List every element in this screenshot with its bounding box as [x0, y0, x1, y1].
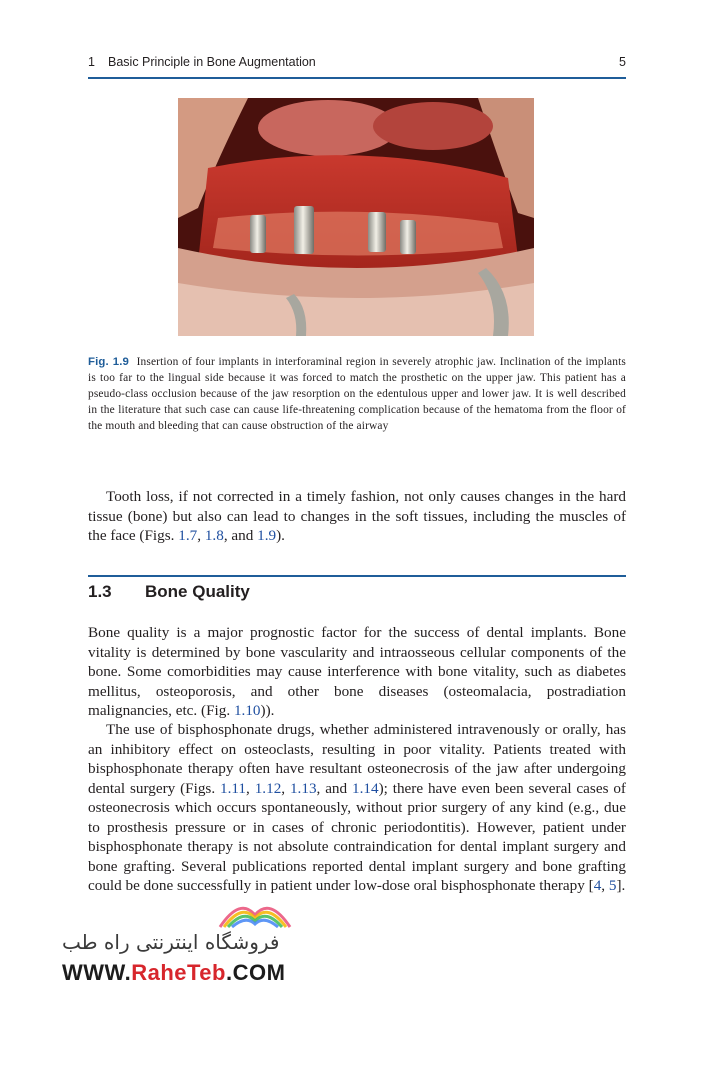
running-header [88, 55, 626, 75]
figure-link[interactable]: 1.13 [289, 779, 317, 797]
figure-link[interactable]: 1.12 [254, 779, 282, 797]
figure-label: Fig. 1.9 [88, 356, 130, 368]
section-number: 1.3 [88, 582, 112, 601]
section-title: Bone Quality [145, 582, 250, 601]
paragraph-bisphosphonate: The use of bisphosphonate drugs, whether administered intravenously or orally, has an inhibitory effect on osteoclasts, resulting in poor vitality. Patients treated with bisphosphonate therapy often have resultant osteonecrosis of the jaw after undergoing dental surgery (Figs. 1.11, 1.12, 1.13, and 1.14); there have even been several cases of osteonecrosis which occurs spontaneously, without prior surgery of any kind (e.g., due to prosthesis pressure or in cases of chronic periodontitis). However, patient under bisphosphonate therapy is not absolute contraindication for dental implant surgery and bone grafting. Several publications reported dental implant surgery and bone grafting could be done successfully in patient under low-dose oral bisphosphonate therapy [4, 5]. [88, 721, 626, 894]
figure-link[interactable]: 1.14 [352, 779, 379, 797]
figure-link[interactable]: 1.8 [204, 527, 224, 544]
watermark-url: WWW.RaheTeb.COM [62, 960, 286, 985]
citation-link[interactable]: 4 [593, 877, 602, 894]
chapter-number: 1 [88, 55, 95, 69]
section-rule [88, 575, 626, 577]
citation-link[interactable]: 5 [608, 877, 617, 894]
figure-caption [88, 354, 626, 434]
watermark-persian-text: فروشگاه اینترنتی راه طب [62, 930, 280, 954]
section-heading [88, 582, 626, 606]
figure-link[interactable]: 1.7 [178, 527, 198, 544]
figure-link[interactable]: 1.9 [257, 527, 277, 544]
figure-link[interactable]: 1.10 [233, 702, 261, 719]
figure-photo-implants [178, 98, 534, 336]
figure-link[interactable]: 1.11 [220, 779, 247, 797]
figure-caption-text: Insertion of four implants in interforaminal region in severely atrophic jaw. Inclination of the implants is too far to the lingual side because it was forced to match the prosthetic on the upper jaw. This patient has a pseudo-class occlusion because of the jaw resorption on the edentulous upper and lower jaw. It is well described in the literature that such case can cause life-threatening complication because of the hematoma from the floor of the mouth and bleeding that can cause obstruction of the airway [88, 356, 626, 432]
watermark-logo-icon [210, 893, 300, 933]
page-number: 5 [619, 55, 626, 69]
paragraph-tooth-loss: Tooth loss, if not corrected in a timely fashion, not only causes changes in the hard tissue (bone) but also can lead to changes in the soft tissues, including the muscles of the face (Figs. 1.7, 1.8, and 1.9). [88, 488, 626, 544]
header-rule [88, 77, 626, 79]
running-title: Basic Principle in Bone Augmentation [108, 55, 316, 69]
paragraph-bone-quality: Bone quality is a major prognostic factor for the success of dental implants. Bone vitality is determined by bone vascularity and intraosseous cellular components of the bone. Some comorbidities may cause interference with bone vitality, such as diabetes mellitus, osteoporosis, and other bone diseases (osteomalacia, postradiation malignancies, etc. (Fig. 1.10)). [88, 624, 626, 719]
